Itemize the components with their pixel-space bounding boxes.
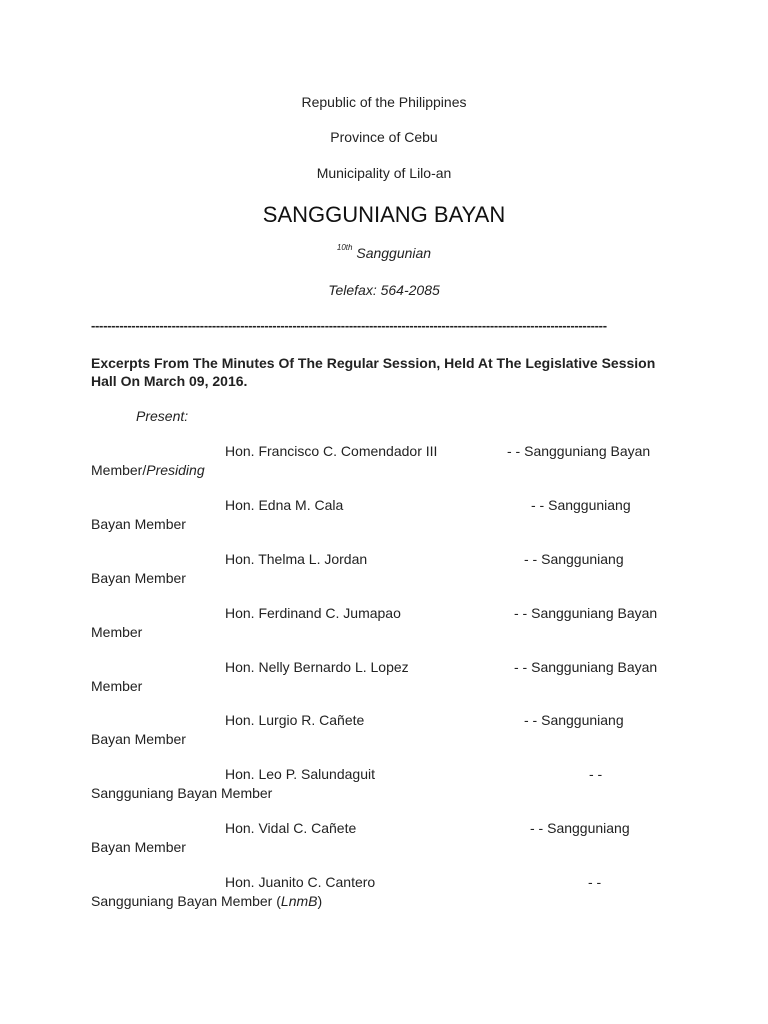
member-name: Hon. Thelma L. Jordan	[225, 551, 368, 567]
member-role-text: Sangguniang Bayan Member (	[91, 893, 281, 909]
member-role-cont	[91, 516, 186, 532]
sanggunian-label: Sanggunian	[356, 245, 432, 261]
member-role-text: Member/	[91, 462, 147, 478]
member-name: Hon. Juanito C. Cantero	[225, 874, 376, 890]
member-role-cont	[91, 839, 186, 855]
member-role: - - Sangguniang	[530, 820, 630, 836]
member-name: Hon. Edna M. Cala	[225, 497, 344, 513]
member-role-text: Member	[91, 624, 143, 640]
member-role-text: Bayan Member	[91, 731, 186, 747]
header-province: Province of Cebu	[330, 129, 438, 145]
member-role: - -	[589, 766, 603, 782]
sanggunian-ordinal: 10th	[336, 243, 353, 253]
member-role: - - Sangguniang	[524, 712, 624, 728]
member-name: Hon. Leo P. Salundaguit	[225, 766, 375, 782]
member-role-cont	[91, 570, 186, 586]
member-role-cont	[91, 624, 142, 640]
member-name: Hon. Nelly Bernardo L. Lopez	[225, 659, 409, 675]
page-title: SANGGUNIANG BAYAN	[262, 202, 506, 227]
minutes-heading: Excerpts From The Minutes Of The Regular Session, Held At The Legislative Session Hall On March 09, 2016.	[91, 355, 656, 389]
member-name: Hon. Ferdinand C. Jumapao	[225, 605, 401, 621]
member-role-text: Bayan Member	[91, 570, 186, 586]
header-sanggunian	[0, 245, 768, 261]
present-label: Present:	[136, 408, 189, 424]
member-role: - - Sangguniang Bayan	[514, 605, 658, 621]
member-role: - - Sangguniang Bayan	[514, 659, 658, 675]
member-role: - -	[588, 874, 602, 890]
member-role-italic: Presiding	[146, 462, 205, 478]
member-name: Hon. Vidal C. Cañete	[225, 820, 357, 836]
member-role-text: Sangguniang Bayan Member	[91, 785, 273, 801]
member-role: - - Sangguniang Bayan	[507, 443, 651, 459]
member-name: Hon. Lurgio R. Cañete	[225, 712, 365, 728]
member-role-cont	[91, 462, 205, 478]
member-role-text: Member	[91, 678, 143, 694]
member-role-italic: LnmB	[280, 893, 318, 909]
member-role-cont	[91, 785, 272, 801]
member-role-text: Bayan Member	[91, 516, 186, 532]
divider-line: --------------------------------------------------------------------------------------------------------------------------------	[91, 318, 607, 333]
member-role-cont	[91, 731, 186, 747]
header-municipality: Municipality of Lilo-an	[316, 165, 452, 181]
member-role-tail: )	[317, 893, 323, 909]
member-role-text: Bayan Member	[91, 839, 186, 855]
member-role-cont	[91, 678, 142, 694]
member-name: Hon. Francisco C. Comendador III	[225, 443, 438, 459]
header-telefax: Telefax: 564-2085	[328, 282, 440, 298]
member-role: - - Sangguniang	[531, 497, 631, 513]
header-republic: Republic of the Philippines	[301, 94, 467, 110]
member-role: - - Sangguniang	[524, 551, 624, 567]
member-role-cont	[91, 893, 322, 909]
